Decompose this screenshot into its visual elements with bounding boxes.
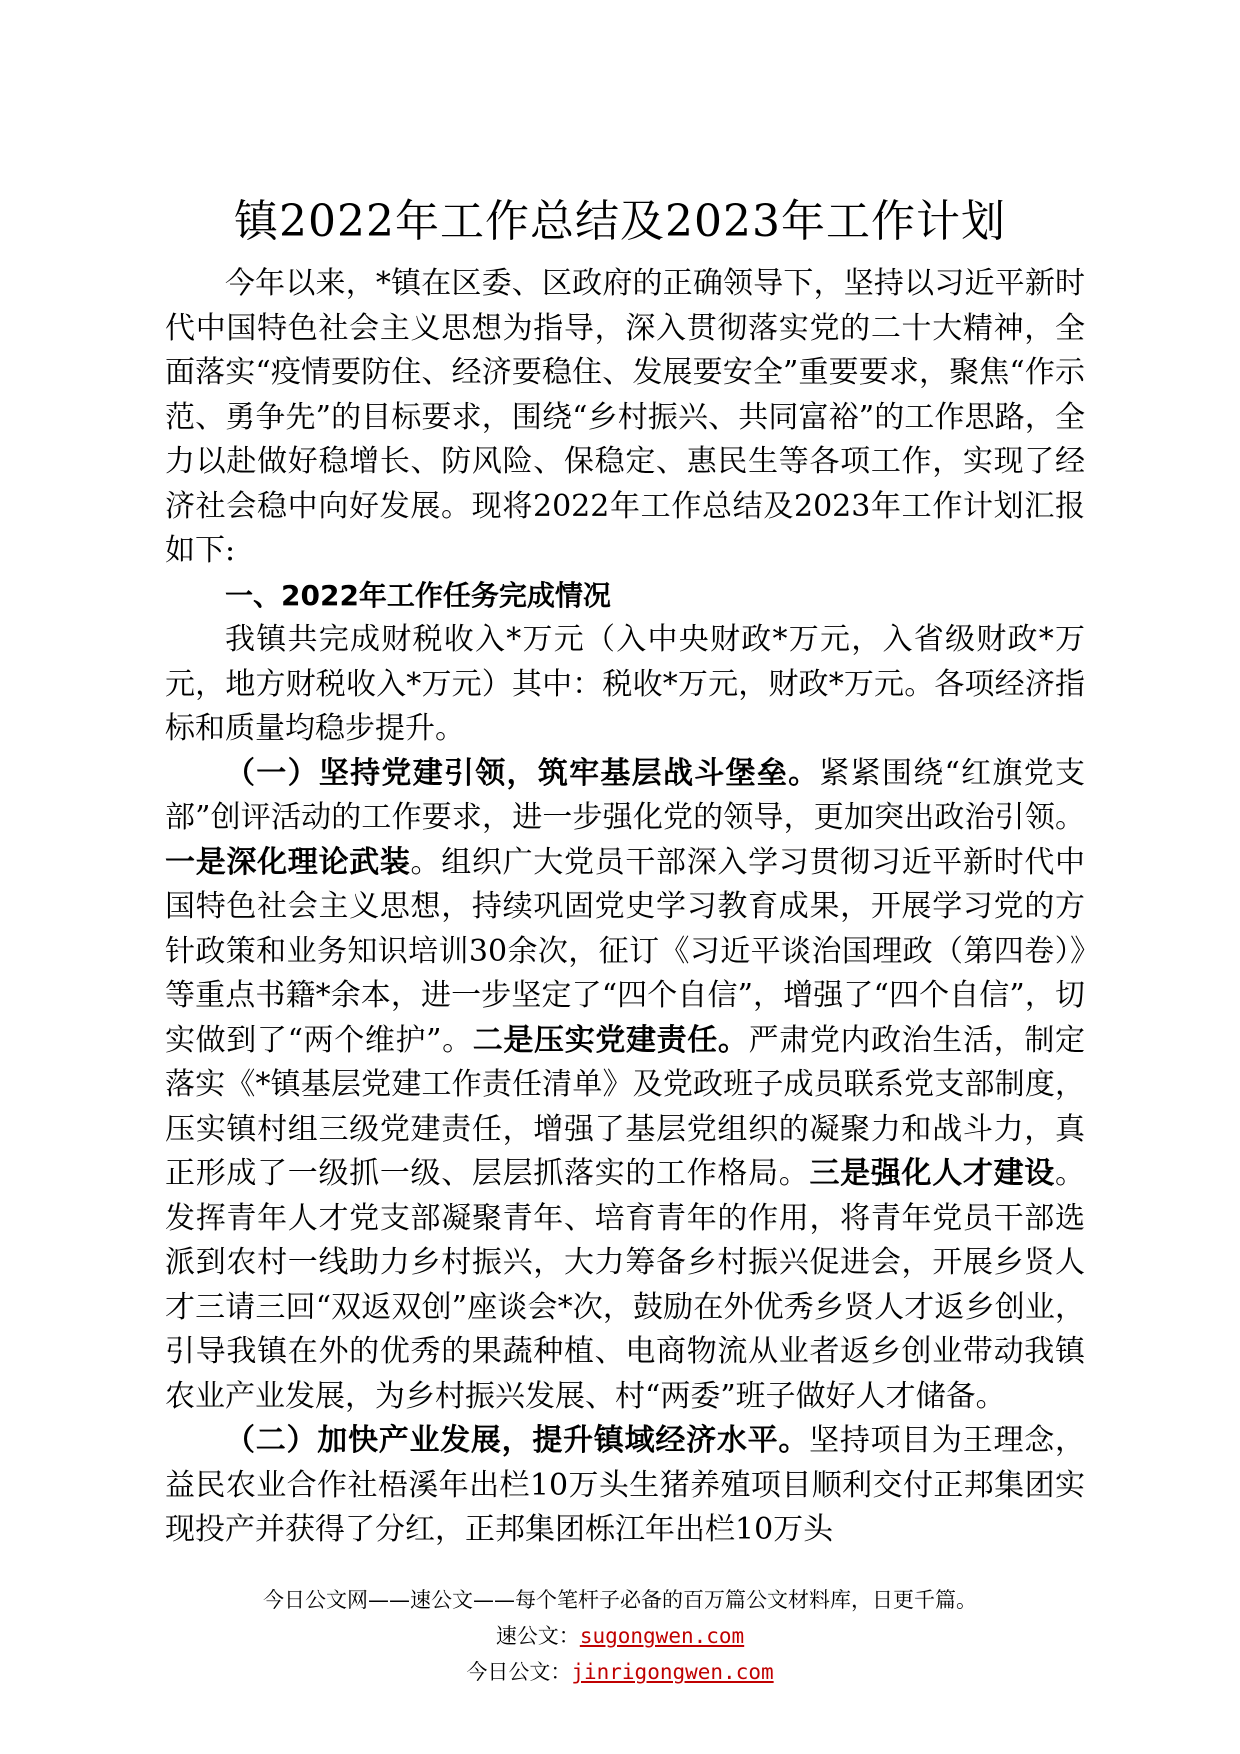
point1-heading: 一是深化理论武装 <box>165 844 411 880</box>
section1-paragraph: 我镇共完成财税收入*万元（入中央财政*万元，入省级财政*万元，地方财税收入*万元）其中：税收*万元，财政*万元。各项经济指标和质量均稳步提升。 <box>165 622 1085 746</box>
footer-jinrigongwen-label: 今日公文： <box>466 1660 572 1684</box>
point2-heading: 二是压实党建责任。 <box>472 1022 749 1058</box>
document-title: 镇2022年工作总结及2023年工作计划 <box>234 196 1006 247</box>
section1-heading: 一、2022年工作任务完成情况 <box>225 578 611 612</box>
subsection2-paragraph <box>165 1419 1085 1553</box>
subsection1-heading: （一）坚持党建引领，筑牢基层战斗堡垒。 <box>225 755 820 791</box>
document-body <box>165 262 1085 1553</box>
footer-sugongwen <box>0 1618 1240 1654</box>
point2-text: 严肃党内政治生活，制定落实《*镇基层党建工作责任清单》及党政班子成员联系党支部制度，压实镇村组三级党建责任，增强了基层党组织的凝聚力和战斗力，真正形成了一级抓一级、层层抓落实的工作格局。 <box>165 1022 1085 1191</box>
subsection1-text: 紧紧围绕“红旗党支部”创评活动的工作要求，进一步强化党的领导，更加突出政治引领。 <box>165 755 1085 835</box>
point3-text: 。发挥青年人才党支部凝聚青年、培育青年的作用，将青年党员干部选派到农村一线助力乡村振兴，大力筹备乡村振兴促进会，开展乡贤人才三请三回“双返双创”座谈会*次，鼓励在外优秀乡贤人才返乡创业，引导我镇在外的优秀的果蔬种植、电商物流从业者返乡创业带动我镇农业产业发展，为乡村振兴发展、村“两委”班子做好人才储备。 <box>165 1156 1086 1414</box>
footer <box>0 1582 1240 1690</box>
subsection2-heading: （二）加快产业发展，提升镇域经济水平。 <box>225 1423 810 1458</box>
footer-slogan: 今日公文网——速公文——每个笔杆子必备的百万篇公文材料库，日更千篇。 <box>263 1588 977 1612</box>
intro-paragraph: 今年以来，*镇在区委、区政府的正确领导下，坚持以习近平新时代中国特色社会主义思想为指导，深入贯彻落实党的二十大精神，全面落实“疫情要防住、经济要稳住、发展要安全”重要要求，聚焦“作示范、勇争先”的目标要求，围绕“乡村振兴、共同富裕”的工作思路，全力以赴做好稳增长、防风险、保稳定、惠民生等各项工作，实现了经济社会稳中向好发展。现将2022年工作总结及2023年工作计划汇报如下: <box>165 266 1085 568</box>
point1-text: 。组织广大党员干部深入学习贯彻习近平新时代中国特色社会主义思想，持续巩固党史学习教育成果，开展学习党的方针政策和业务知识培训30余次，征订《习近平谈治国理政（第四卷）》等重点书籍*余本，进一步坚定了“四个自信”，增强了“四个自信”，切实做到了“两个维护”。 <box>165 844 1086 1058</box>
subsection2-text: 坚持项目为王理念，益民农业合作社梧溪年出栏10万头生猪养殖项目顺利交付正邦集团实现投产并获得了分红，正邦集团栎江年出栏10万头 <box>165 1423 1086 1547</box>
point3-heading: 三是强化人才建设 <box>809 1156 1056 1191</box>
subsection1-paragraph <box>165 752 1085 1420</box>
jinrigongwen-link[interactable]: jinrigongwen.com <box>571 1660 774 1684</box>
sugongwen-link[interactable]: sugongwen.com <box>579 1624 745 1648</box>
footer-jinrigongwen <box>0 1654 1240 1690</box>
footer-sugongwen-label: 速公文： <box>495 1624 580 1648</box>
